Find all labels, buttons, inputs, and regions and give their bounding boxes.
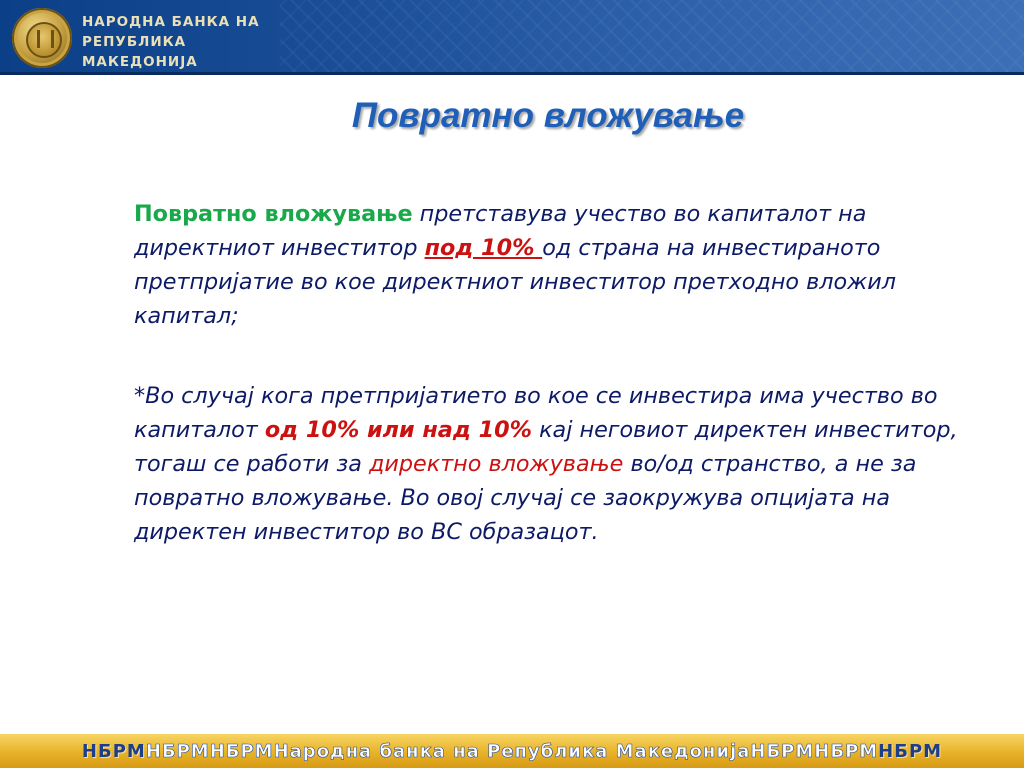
note-text-part2: кај неговиот директен инвеститор, тогаш се работи за	[134, 417, 958, 477]
bank-name	[82, 12, 302, 72]
bank-name-line2: РЕПУБЛИКА МАКЕДОНИЈА	[82, 34, 198, 70]
footer-abbr-left: НБРМ	[81, 740, 146, 762]
definition-text-part1: претставува учество во капиталот на директниот инвеститор	[134, 201, 867, 261]
footer-abbr-repeat-left: НБРМНБРМ	[145, 740, 274, 762]
nbrm-seal-icon	[12, 8, 72, 68]
header-banner	[0, 0, 1024, 75]
footer-bank-fullname: Народна банка на Република Македонија	[273, 740, 751, 762]
note-paragraph	[134, 379, 964, 549]
footer-banner	[0, 734, 1024, 768]
slide-title: Повратно вложување	[351, 96, 745, 135]
threshold-highlight: под 10%	[424, 235, 543, 261]
term-reverse-investment: Повратно вложување	[134, 201, 413, 227]
note-text-part3: во/од странство, а не за повратно вложување. Во овој случај се заокружува опцијата на директен инвеститор во ВС образацот.	[134, 451, 917, 545]
footer-abbr-repeat-right: НБРМНБРМ	[750, 740, 879, 762]
header-ornament-pattern	[280, 0, 1024, 75]
direct-investment-highlight: директно вложување	[368, 451, 624, 477]
note-text-part1: *Во случај кога претпријатието во кое се инвестира има учество во капиталот	[134, 383, 938, 443]
header-divider	[0, 72, 1024, 75]
definition-paragraph	[134, 197, 964, 333]
footer-abbr-right: НБРМ	[878, 740, 943, 762]
seal-emblem	[26, 22, 62, 58]
bank-name-line1: НАРОДНА БАНКА НА	[82, 14, 260, 30]
definition-text-part2: од страна на инвестираното претпријатие во кое директниот инвеститор претходно вложил капитал;	[134, 235, 897, 329]
threshold-highlight-2: од 10% или над 10%	[264, 417, 532, 443]
